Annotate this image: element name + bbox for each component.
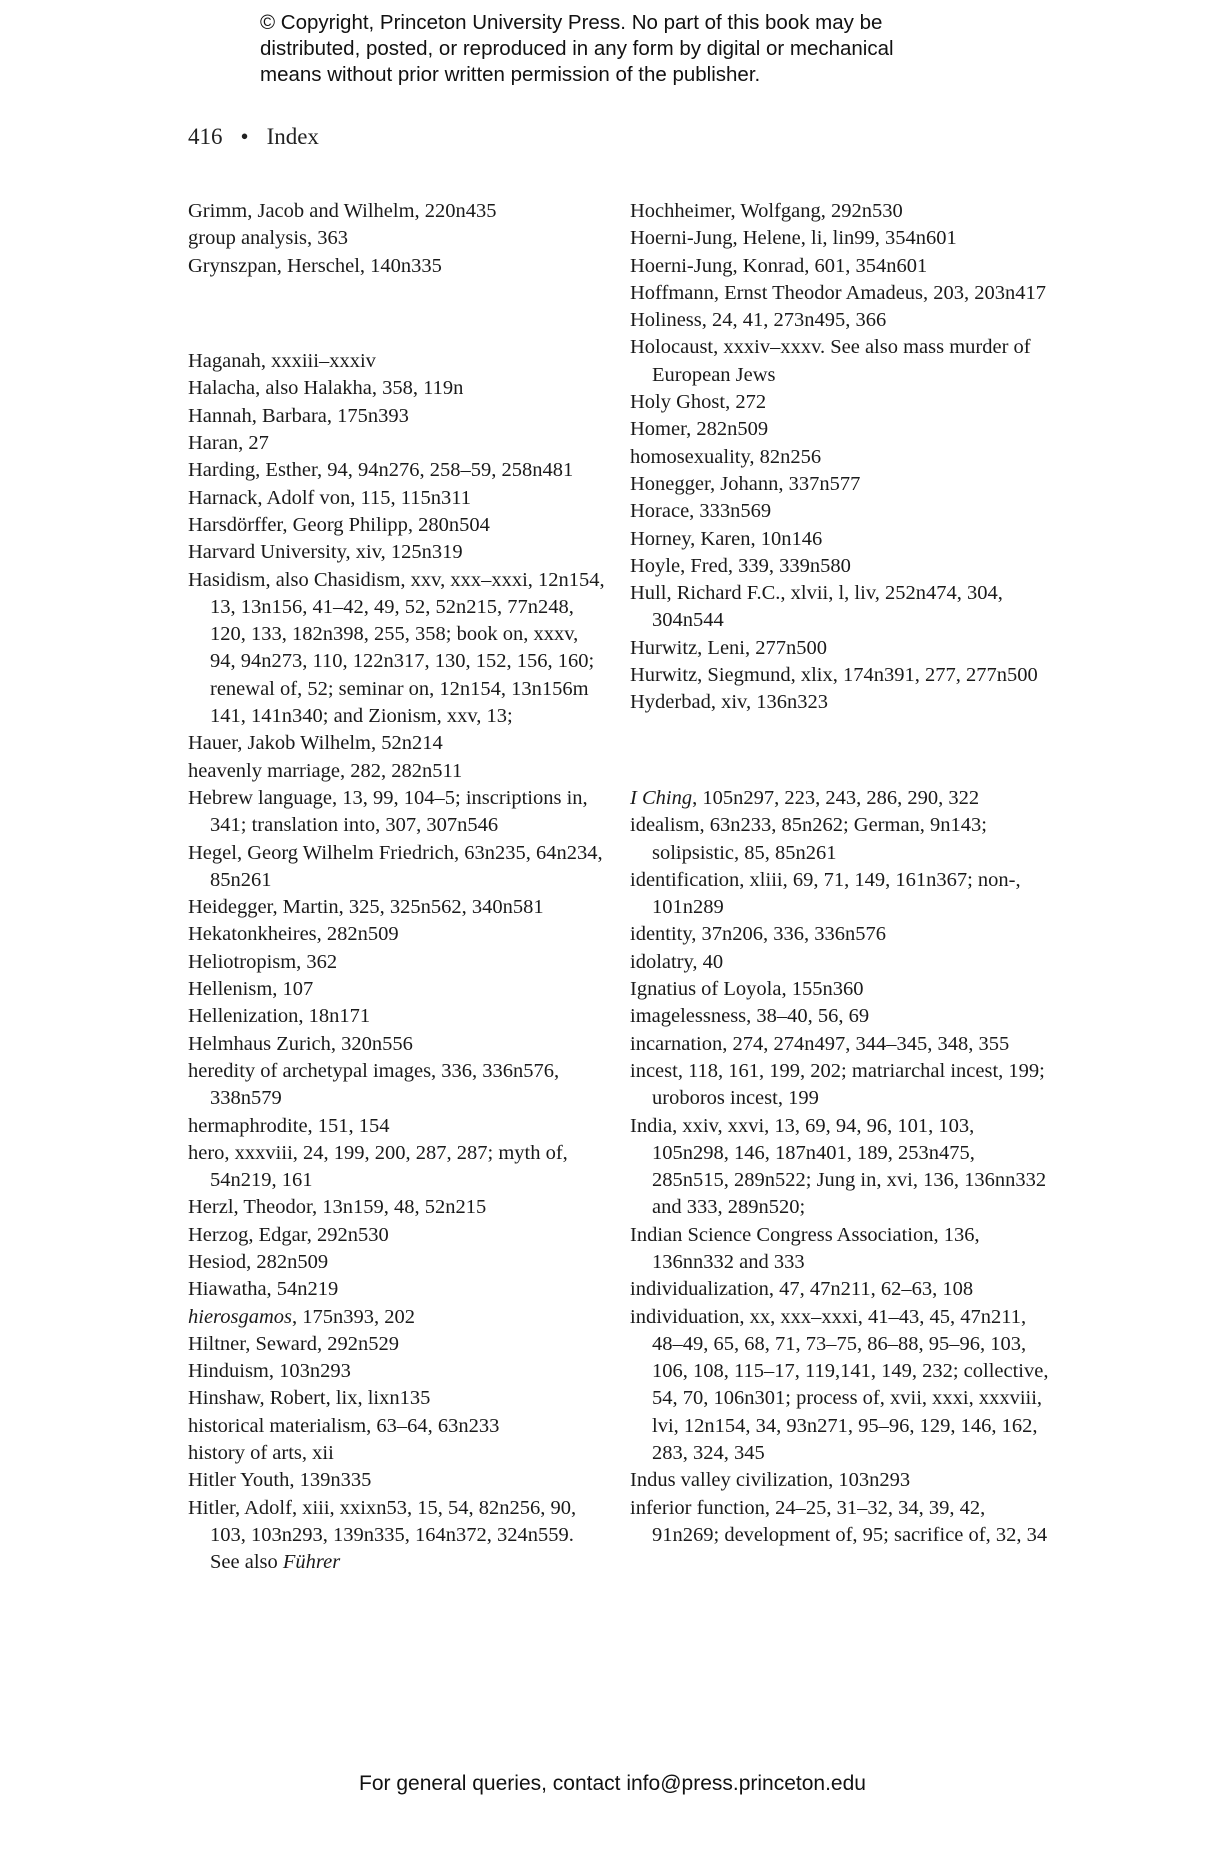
index-entry: Indian Science Congress Association, 136, 136nn332 and 333 xyxy=(630,1223,980,1273)
index-entry: identity, 37n206, 336, 336n576 xyxy=(630,923,887,946)
index-entry: Harsdörffer, Georg Philipp, 280n504 xyxy=(188,513,490,536)
index-entry: idolatry, 40 xyxy=(630,950,724,973)
index-entry: Grimm, Jacob and Wilhelm, 220n435 xyxy=(188,200,497,222)
index-entry: group analysis, 363 xyxy=(188,227,348,250)
index-entry: Homer, 282n509 xyxy=(630,418,769,441)
index-entry: Heidegger, Martin, 325, 325n562, 340n581 xyxy=(188,896,544,919)
index-entry: Heliotropism, 362 xyxy=(188,950,338,973)
running-head xyxy=(188,124,319,150)
index-entry: Grynszpan, Herschel, 140n335 xyxy=(188,254,442,277)
copyright-line: means without prior written permission of the publisher. xyxy=(260,63,761,86)
index-entry: history of arts, xii xyxy=(188,1442,334,1465)
index-entry: individualization, 47, 47n211, 62–63, 108 xyxy=(630,1278,974,1301)
index-entry: Haganah, xxxiii–xxxiv xyxy=(188,350,376,373)
copyright-line: © Copyright, Princeton University Press. No part of this book may be xyxy=(260,11,883,34)
index-entry: Hinshaw, Robert, lix, lixn135 xyxy=(188,1387,431,1410)
index-entry: Hoerni-Jung, Helene, li, lin99, 354n601 xyxy=(630,227,957,250)
index-entry: individuation, xx, xxx–xxxi, 41–43, 45, 47n211, 48–49, 65, 68, 71, 73–75, 86–88, 95–96, 103, 106, 108, 115–17, 119,141, 149, 232; collective, 54, 70, 106n301; process of, xvii, xxxi, xxxviii, lvi, 12n154, 34, 93n271, 95–96, 129, 146, 162, 283, 324, 345 xyxy=(630,1305,1049,1465)
index-entry: homosexuality, 82n256 xyxy=(630,445,822,468)
index-entry: Honegger, Johann, 337n577 xyxy=(630,472,861,495)
index-column-left xyxy=(188,198,608,1577)
index-entry: imagelessness, 38–40, 56, 69 xyxy=(630,1005,870,1028)
index-entry: incest, 118, 161, 199, 202; matriarchal incest, 199; uroboros incest, 199 xyxy=(630,1059,1045,1110)
index-entry: Hoyle, Fred, 339, 339n580 xyxy=(630,554,851,577)
index-entry: Herzl, Theodor, 13n159, 48, 52n215 xyxy=(188,1196,487,1219)
index-entry: Holiness, 24, 41, 273n495, 366 xyxy=(630,309,887,332)
index-entry: Halacha, also Halakha, 358, 119n xyxy=(188,377,464,400)
index-entry: Hesiod, 282n509 xyxy=(188,1250,329,1273)
index-entry: incarnation, 274, 274n497, 344–345, 348, 355 xyxy=(630,1032,1010,1055)
letter-gap xyxy=(630,737,1050,764)
index-entry: hermaphrodite, 151, 154 xyxy=(188,1114,390,1137)
index-entry: idealism, 63n233, 85n262; German, 9n143; solipsistic, 85, 85n261 xyxy=(630,814,987,864)
index-entry: Hegel, Georg Wilhelm Friedrich, 63n235, 64n234, 85n261 xyxy=(188,841,603,891)
index-entry: Hoffmann, Ernst Theodor Amadeus, 203, 203n417 xyxy=(630,281,1047,304)
italic-term: Führer xyxy=(282,1551,341,1574)
italic-term: hierosgamos xyxy=(188,1305,293,1328)
index-entry: Hannah, Barbara, 175n393 xyxy=(188,404,409,427)
index-entry: Hiltner, Seward, 292n529 xyxy=(188,1332,399,1355)
header-bullet: • xyxy=(240,124,249,149)
index-entry: Holy Ghost, 272 xyxy=(630,391,767,414)
index-entry: heredity of archetypal images, 336, 336n576, 338n579 xyxy=(188,1059,560,1110)
index-entry: heavenly marriage, 282, 282n511 xyxy=(188,759,463,782)
index-column-right xyxy=(630,198,1050,1549)
section-title: Index xyxy=(266,124,319,149)
index-entry: Hull, Richard F.C., xlvii, l, liv, 252n474, 304, 304n544 xyxy=(630,582,1003,632)
index-entry: Horney, Karen, 10n146 xyxy=(630,527,823,550)
index-entry: Harvard University, xiv, 125n319 xyxy=(188,541,463,564)
index-entry: Hasidism, also Chasidism, xxv, xxx–xxxi, 12n154, 13, 13n156, 41–42, 49, 52, 52n215, 77n248, 120, 133, 182n398, 255, 358; book on, xxxv, 94, 94n273, 110, 122n317, 130, 152, 156, 160; renewal of, 52; seminar on, 12n154, 13n156m 141, 141n340; and Zionism, xxv, 13; xyxy=(188,568,605,728)
copyright-line: distributed, posted, or reproduced in any form by digital or mechanical xyxy=(260,37,894,60)
index-entry: Indus valley civilization, 103n293 xyxy=(630,1469,911,1492)
index-entry: Hyderbad, xiv, 136n323 xyxy=(630,691,828,714)
index-entry: Horace, 333n569 xyxy=(630,500,772,523)
index-entry: India, xxiv, xxvi, 13, 69, 94, 96, 101, 103, 105n298, 146, 187n401, 189, 253n475, 285n515, 289n522; Jung in, xvi, 136, 136nn332 and 333, 289n520; xyxy=(630,1114,1047,1219)
index-entry: Hebrew language, 13, 99, 104–5; inscriptions in, 341; translation into, 307, 307n546 xyxy=(188,786,588,837)
copyright-notice xyxy=(260,10,1020,88)
letter-gap xyxy=(188,300,608,327)
index-entry: Hauer, Jakob Wilhelm, 52n214 xyxy=(188,732,443,755)
index-entry: Holocaust, xxxiv–xxxv. See also mass murder of European Jews xyxy=(630,336,1031,386)
index-entry: hero, xxxviii, 24, 199, 200, 287, 287; myth of, 54n219, 161 xyxy=(188,1141,568,1192)
index-entry: Harnack, Adolf von, 115, 115n311 xyxy=(188,486,471,509)
index-entry: Hitler, Adolf, xiii, xxixn53, 15, 54, 82n256, 90, 103, 103n293, 139n335, 164n372, 324n559. See also Führer xyxy=(188,1496,577,1574)
index-entry: Harding, Esther, 94, 94n276, 258–59, 258n481 xyxy=(188,459,574,482)
index-entry: inferior function, 24–25, 31–32, 34, 39, 42, 91n269; development of, 95; sacrifice of, 32, 34 xyxy=(630,1496,1048,1546)
index-entry: Haran, 27 xyxy=(188,432,269,455)
index-entry: Hurwitz, Leni, 277n500 xyxy=(630,636,827,659)
italic-term: I Ching xyxy=(630,786,693,809)
index-entry: Herzog, Edgar, 292n530 xyxy=(188,1223,389,1246)
index-entry: historical materialism, 63–64, 63n233 xyxy=(188,1414,500,1437)
index-entry: Hinduism, 103n293 xyxy=(188,1360,351,1383)
index-entry: Hellenism, 107 xyxy=(188,978,314,1001)
index-entry: Hochheimer, Wolfgang, 292n530 xyxy=(630,200,903,222)
index-entry: Helmhaus Zurich, 320n556 xyxy=(188,1032,413,1055)
index-entry: Hitler Youth, 139n335 xyxy=(188,1469,372,1492)
index-entry: Ignatius of Loyola, 155n360 xyxy=(630,978,864,1001)
index-entry: identification, xliii, 69, 71, 149, 161n367; non-, 101n289 xyxy=(630,868,1021,919)
index-entry: Hellenization, 18n171 xyxy=(188,1005,371,1028)
index-entry: I Ching, 105n297, 223, 243, 286, 290, 322 xyxy=(630,786,980,809)
page-number: 416 xyxy=(188,124,223,149)
index-entry: Hurwitz, Siegmund, xlix, 174n391, 277, 277n500 xyxy=(630,664,1038,687)
index-entry: Hekatonkheires, 282n509 xyxy=(188,923,399,946)
footer-contact: For general queries, contact info@press.princeton.edu xyxy=(359,1772,866,1795)
index-entry: hierosgamos, 175n393, 202 xyxy=(188,1305,416,1328)
index-entry: Hoerni-Jung, Konrad, 601, 354n601 xyxy=(630,254,928,277)
index-entry: Hiawatha, 54n219 xyxy=(188,1278,339,1301)
